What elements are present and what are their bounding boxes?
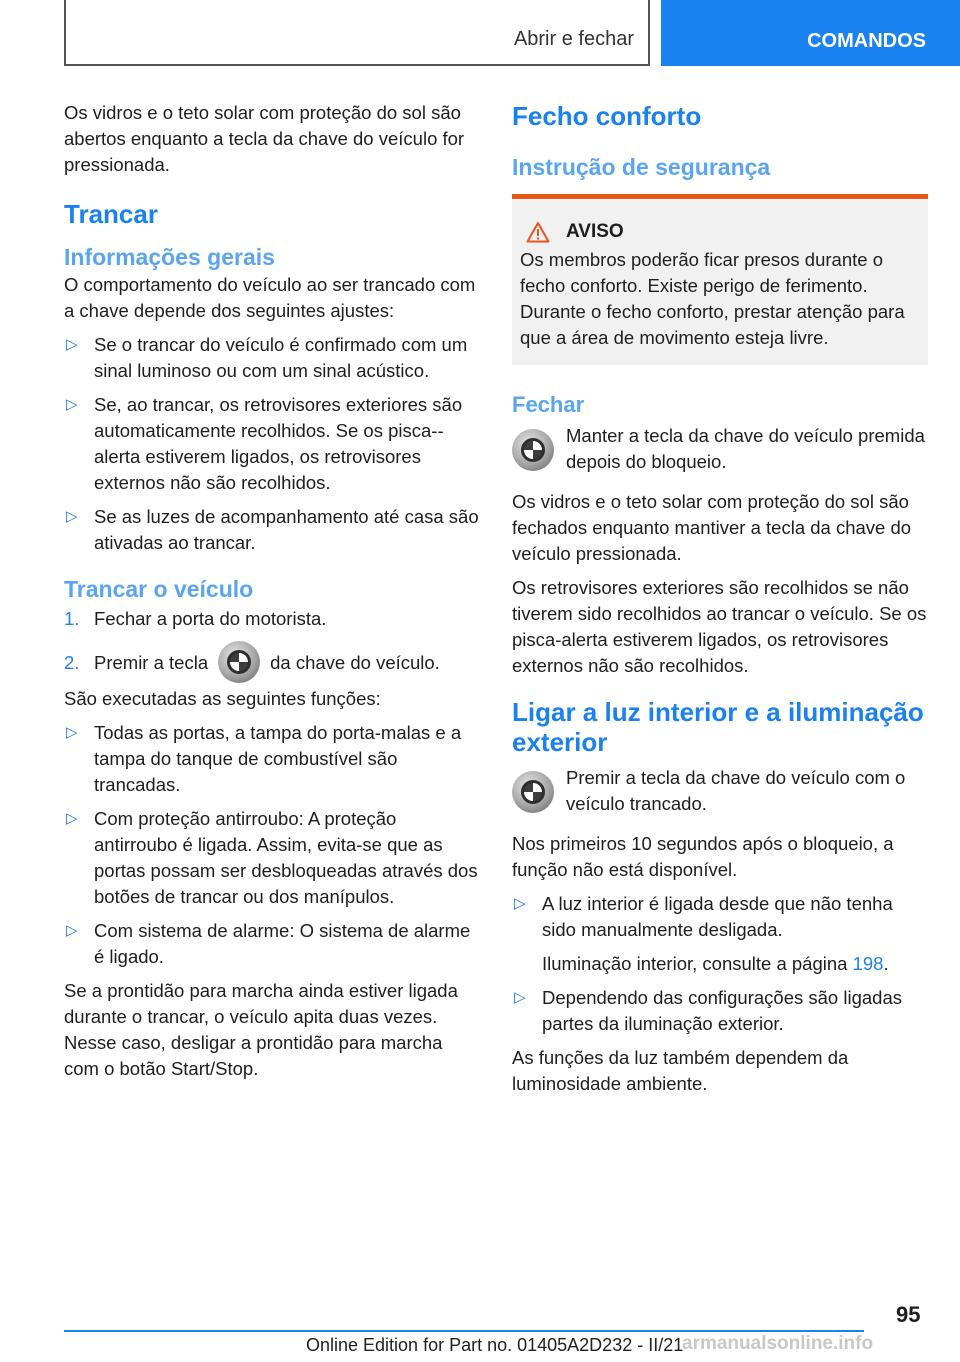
header-chapter-title: COMANDOS: [807, 30, 926, 52]
bmw-key-button-icon: [512, 429, 554, 471]
heading-info-gerais: Informações gerais: [64, 244, 275, 270]
triangle-right-icon: ▷: [66, 724, 78, 741]
watermark: armanualsonline.info: [682, 1333, 874, 1354]
footer-rule: [64, 1330, 864, 1332]
warning-triangle-icon: [526, 221, 550, 243]
list-item: ▷ A luz interior é ligada desde que não tenha sido manualmente desligada.: [514, 893, 893, 940]
warning-box: [512, 194, 928, 365]
intro-paragraph: Os vidros e o teto solar com proteção do sol são abertos enquanto a tecla da chave do veículo for pressionada.: [64, 102, 465, 175]
header-chapter-tab: [661, 0, 960, 66]
list-item: ▷ Se as luzes de acompanhamento até casa são ativadas ao trancar.: [66, 506, 479, 553]
warning-title: AVISO: [520, 221, 920, 243]
triangle-right-icon: ▷: [66, 336, 78, 353]
fechar-paragraph-1: Os vidros e o teto solar com proteção do sol são fechados enquanto mantiver a tecla da chave do veículo pressionada.: [512, 491, 912, 564]
triangle-right-icon: ▷: [66, 922, 78, 939]
list-item: ▷ Com sistema de alarme: O sistema de alarme é ligado.: [66, 920, 471, 967]
edition-text: Online Edition for Part no. 01405A2D232 - II/21: [306, 1335, 684, 1355]
list-item: ▷ Com proteção antirroubo: A proteção antirroubo é ligada. Assim, evita-se que as portas possam ser desbloqueadas através dos botões de trancar ou dos manípulos.: [66, 808, 478, 907]
fechar-paragraph-2: Os retrovisores exteriores são recolhidos se não tiverem sido recolhidos ao trancar o veículo. Se os pisca-alerta estiverem ligados, os retrovisores externos não são recolhidos.: [512, 577, 927, 676]
list-item: ▷ Se o trancar do veículo é confirmado com um sinal luminoso ou com um sinal acústico.: [66, 334, 468, 381]
list-item: ▷ Dependendo das configurações são ligadas partes da iluminação exterior.: [514, 987, 902, 1034]
page-link-198[interactable]: 198: [852, 953, 884, 974]
luz-paragraph-2: As funções da luz também dependem da luminosidade ambiente.: [512, 1047, 849, 1094]
header-section-box: [64, 0, 650, 66]
triangle-right-icon: ▷: [66, 810, 78, 827]
outro-paragraph: Se a prontidão para marcha ainda estiver ligada durante o trancar, o veículo apita duas vezes. Nesse caso, desligar a prontidão para marcha com o botão Start/Stop.: [64, 980, 458, 1079]
warning-text: Os membros poderão ficar presos durante o fecho conforto. Existe perigo de ferimento. Durante o fecho conforto, prestar atenção para que a área de movimento esteja livre.: [520, 249, 905, 348]
triangle-right-icon: ▷: [66, 396, 78, 413]
triangle-right-icon: ▷: [514, 895, 526, 912]
info-paragraph: O comportamento do veículo ao ser trancado com a chave depende dos seguintes ajustes:: [64, 274, 476, 321]
step-2: 2. Premir a tecla da chave do veículo.: [64, 650, 480, 676]
bmw-key-button-icon: [218, 641, 260, 683]
fechar-key-instruction: Manter a tecla da chave do veículo premida depois do bloqueio.: [512, 423, 928, 475]
list-item: ▷ Se, ao trancar, os retrovisores exteriores são automaticamente recolhidos. Se os pisca--alerta estiverem ligados, os retrovisores externos não são recolhidos.: [66, 394, 463, 493]
heading-trancar-veiculo: Trancar o veículo: [64, 576, 254, 602]
heading-luz-interior: Ligar a luz interior e a iluminação exterior: [512, 697, 924, 757]
cross-reference: Iluminação interior, consulte a página 198.: [542, 953, 889, 974]
triangle-right-icon: ▷: [514, 989, 526, 1006]
step-1: 1. Fechar a porta do motorista.: [64, 608, 327, 629]
functions-intro: São executadas as seguintes funções:: [64, 688, 381, 709]
luz-key-instruction: Premir a tecla da chave do veículo com o veículo trancado.: [512, 765, 928, 817]
page-number: 95: [896, 1302, 921, 1327]
triangle-right-icon: ▷: [66, 508, 78, 525]
heading-fecho-conforto: Fecho conforto: [512, 101, 702, 131]
header-section-title: Abrir e fechar: [513, 28, 634, 50]
heading-seguranca: Instrução de segurança: [512, 154, 771, 180]
luz-paragraph-1: Nos primeiros 10 segundos após o bloqueio, a função não está disponível.: [512, 833, 894, 880]
left-column: [64, 100, 480, 1090]
list-item: ▷ Todas as portas, a tampa do porta-malas e a tampa do tanque de combustível são trancadas.: [66, 722, 462, 795]
right-column: [512, 100, 928, 1105]
bmw-key-button-icon: [512, 771, 554, 813]
heading-trancar: Trancar: [64, 199, 158, 229]
heading-fechar: Fechar: [512, 392, 585, 417]
